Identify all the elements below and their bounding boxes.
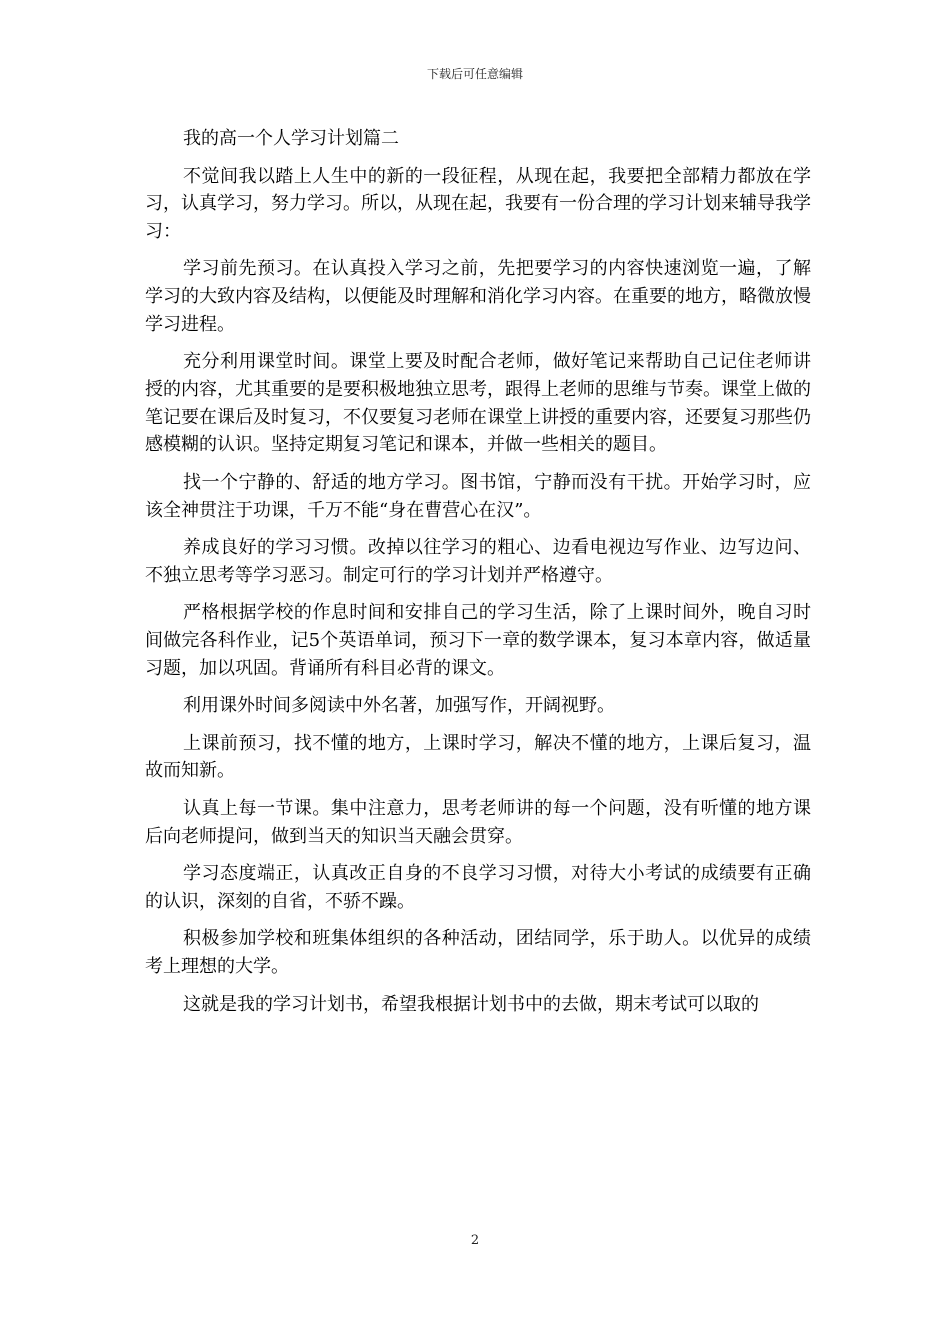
page-number: 2 bbox=[470, 1233, 480, 1248]
paragraph: 学习前先预习。在认真投入学习之前，先把要学习的内容快速浏览一遍，了解学习的大致内容及结构，以便能及时理解和消化学习内容。在重要的地方，略微放慢学习进程。 bbox=[145, 258, 811, 335]
paragraph: 积极参加学校和班集体组织的各种活动，团结同学，乐于助人。以优异的成绩考上理想的大学。 bbox=[145, 928, 811, 978]
paragraph: 认真上每一节课。集中注意力，思考老师讲的每一个问题，没有听懂的地方课后向老师提问，做到当天的知识当天融会贯穿。 bbox=[145, 797, 811, 847]
paragraph: 学习态度端正，认真改正自身的不良学习习惯，对待大小考试的成绩要有正确的认识，深刻的自省，不骄不躁。 bbox=[145, 863, 811, 912]
document-title: 我的高一个人学习计划篇二 bbox=[183, 128, 399, 149]
paragraph: 不觉间我以踏上人生中的新的一段征程，从现在起，我要把全部精力都放在学习，认真学习，努力学习。所以，从现在起，我要有一份合理的学习计划来辅导我学习： bbox=[145, 165, 811, 242]
paragraph: 严格根据学校的作息时间和安排自己的学习生活，除了上课时间外，晚自习时间做完各科作业，记5个英语单词，预习下一章的数学课本，复习本章内容，做适量习题，加以巩固。背诵所有科目必背的课文。 bbox=[145, 602, 811, 679]
paragraph: 利用课外时间多阅读中外名著，加强写作，开阔视野。 bbox=[183, 695, 615, 717]
paragraph: 找一个宁静的、舒适的地方学习。图书馆，宁静而没有干扰。开始学习时，应该全神贯注于功课，千万不能“身在曹营心在汉”。 bbox=[145, 471, 811, 521]
paragraph: 上课前预习，找不懂的地方，上课时学习，解决不懂的地方，上课后复习，温故而知新。 bbox=[145, 732, 811, 782]
document-body bbox=[145, 125, 811, 1028]
paragraph: 养成良好的学习习惯。改掉以往学习的粗心、边看电视边写作业、边写边问、不独立思考等学习恶习。制定可行的学习计划并严格遵守。 bbox=[145, 537, 811, 586]
paragraph: 充分利用课堂时间。课堂上要及时配合老师，做好笔记来帮助自己记住老师讲授的内容，尤其重要的是要积极地独立思考，跟得上老师的思维与节奏。课堂上做的笔记要在课后及时复习，不仅要复习老师在课堂上讲授的重要内容，还要复习那些仍感模糊的认识。坚持定期复习笔记和课本，并做一些相关的题目。 bbox=[145, 351, 811, 456]
paragraph: 这就是我的学习计划书，希望我根据计划书中的去做，期末考试可以取的 bbox=[183, 993, 759, 1015]
page-header: 下载后可任意编辑 bbox=[426, 67, 523, 81]
